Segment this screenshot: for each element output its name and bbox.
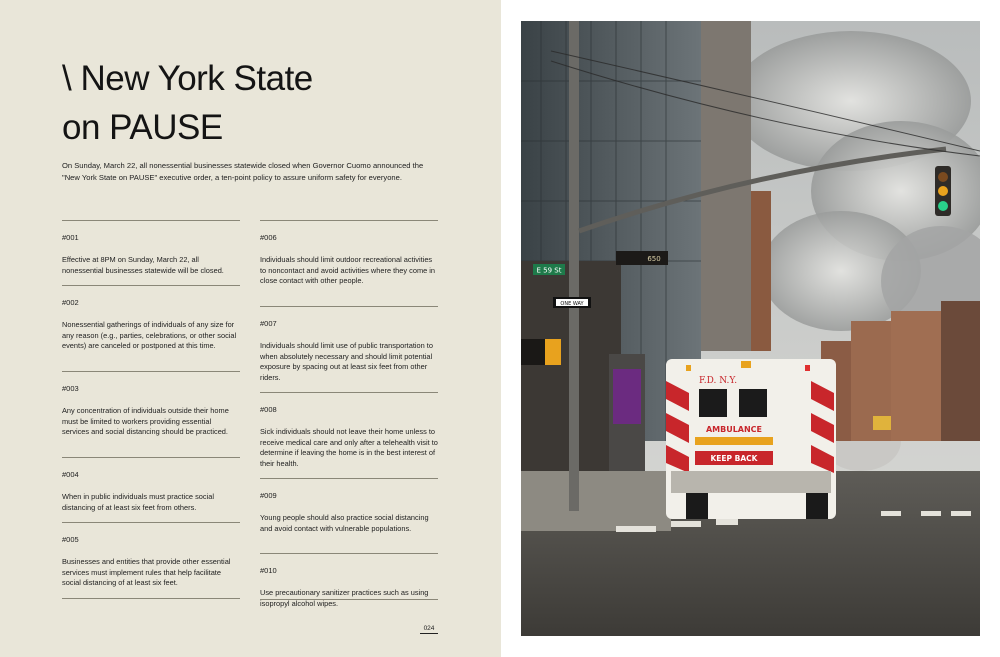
- ambulance: [666, 359, 836, 519]
- rule-text: Young people should also practice social distancing and avoid contact with vulnerable populations.: [260, 513, 429, 533]
- intro-paragraph: On Sunday, March 22, all nonessential businesses statewide closed when Governor Cuomo announced the "New York State on PAUSE" executive order, a ten-point policy to assure uniform safety for everyone.: [62, 161, 424, 182]
- rule-text: Individuals should limit use of public transportation to when absolutely necessary and should limit potential exposure by spacing out at least six feet from other riders.: [260, 341, 433, 382]
- building-number-sign: [616, 251, 668, 265]
- ambulance-unit-text: F.D. N.Y.: [698, 376, 738, 386]
- rule-number: #005: [62, 535, 79, 544]
- rule-item: [62, 522, 240, 599]
- distant-taxi: [873, 416, 891, 430]
- rule-number: #006: [260, 233, 277, 242]
- rule-number: #010: [260, 566, 277, 575]
- rule-item: [260, 306, 438, 392]
- title-line-2: on PAUSE: [62, 108, 223, 147]
- title-line-1: \ New York State: [62, 59, 313, 98]
- rule-number: #009: [260, 491, 277, 500]
- rule-text: Businesses and entities that provide other essential services must implement rules that help facilitate social distancing of at least six feet.: [62, 557, 231, 588]
- sidewalk: [521, 471, 671, 531]
- traffic-signal: [935, 166, 951, 216]
- rule-number: #002: [62, 298, 79, 307]
- rule-number: #003: [62, 384, 79, 393]
- street-photo: [521, 21, 980, 636]
- ambulance-label-text: AMBULANCE: [705, 425, 763, 434]
- building-number-text: 650: [647, 255, 661, 263]
- rule-number: #001: [62, 233, 79, 242]
- ambulance-warning-text: KEEP BACK: [710, 454, 758, 463]
- rule-item: [62, 371, 240, 457]
- lamp-pole: [569, 21, 579, 511]
- rules-column-left: [62, 220, 240, 599]
- rule-item: [260, 392, 438, 478]
- rule-text: Any concentration of individuals outside their home must be limited to workers providing essential services and social distancing should be practiced.: [62, 406, 229, 437]
- rule-text: When in public individuals must practice social distancing of at least six feet from others.: [62, 492, 214, 512]
- rule-text: Use precautionary sanitizer practices such as using isopropyl alcohol wipes.: [260, 588, 429, 608]
- rule-number: #004: [62, 470, 79, 479]
- street-sign-text: E 59 St: [536, 266, 562, 275]
- brick-building: [751, 191, 771, 351]
- rule-item: [260, 478, 438, 553]
- rule-item: [62, 457, 240, 522]
- pedestrian-signal: [521, 339, 561, 365]
- rules-column-right: [260, 220, 438, 608]
- rule-item: [260, 220, 438, 306]
- one-way-text: ONE WAY: [560, 301, 584, 307]
- rule-item: [62, 220, 240, 285]
- rule-number: #008: [260, 405, 277, 414]
- rule-text: Effective at 8PM on Sunday, March 22, all nonessential businesses statewide will be closed.: [62, 255, 224, 275]
- rule-number: #007: [260, 319, 277, 328]
- street-sign-e59: [533, 264, 565, 275]
- one-way-sign: [553, 297, 591, 308]
- rule-text: Individuals should limit outdoor recreational activities to noncontact and avoid activities where they come in close contact with other people.: [260, 255, 436, 286]
- kiosk-screen: [613, 369, 641, 424]
- rule-item: [62, 285, 240, 371]
- rule-text: Nonessential gatherings of individuals of any size for any reason (e.g., parties, celebrations, or other social events) are canceled or postponed at this time.: [62, 320, 237, 351]
- page-number: 024: [420, 625, 438, 634]
- rule-text: Sick individuals should not leave their home unless to receive medical care and only after a telehealth visit to determine if leaving the home is in the best interest of their health.: [260, 427, 438, 468]
- page-title: [62, 54, 462, 152]
- rule-item: [260, 553, 438, 608]
